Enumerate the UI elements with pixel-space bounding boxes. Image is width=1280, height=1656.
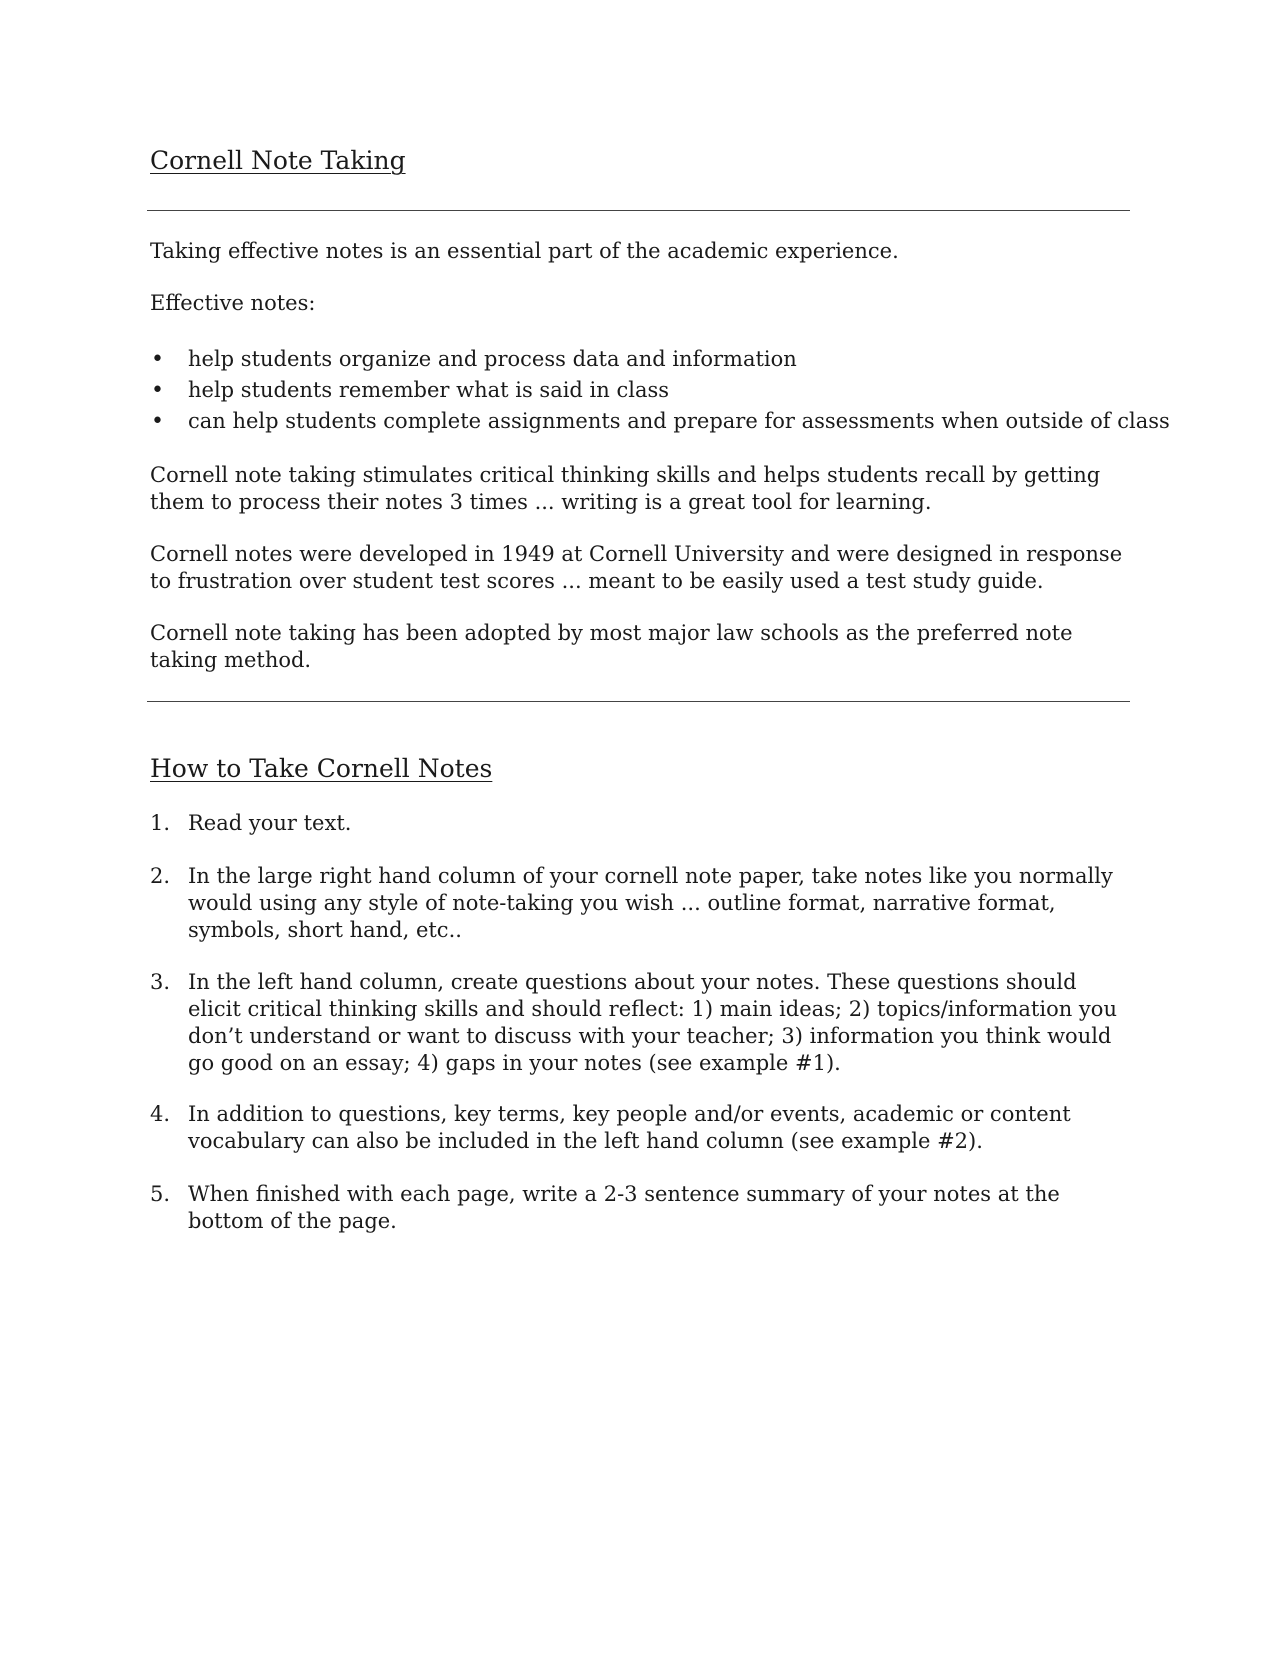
bullet-item: • help students organize and process data and information (150, 344, 1130, 375)
step-text: In the left hand column, create questions about your notes. These questions should elicit critical thinking skills and should reflect: 1) main ideas; 2) topics/information you don’t understand or want to discuss with your teacher; 3) information you think would go good on an essay; 4) gaps in your notes (see example #1). (188, 970, 1117, 1075)
history-paragraph: Cornell notes were developed in 1949 at Cornell University and were designed in response to frustration over student test scores ... meant to be easily used a test study guide. (150, 542, 1123, 593)
critical-thinking-paragraph: Cornell note taking stimulates critical thinking skills and helps students recall by getting them to process their notes 3 times ... writing is a great tool for learning. (150, 463, 1101, 514)
step-number: 3. (150, 970, 171, 994)
step-text: In the large right hand column of your cornell note paper, take notes like you normally would using any style of note-taking you wish ... outline format, narrative format, symbols, short hand, etc.. (188, 864, 1113, 942)
step-number: 4. (150, 1102, 171, 1126)
step-text: Read your text. (188, 811, 352, 835)
bullet-item: • can help students complete assignments and prepare for assessments when outside of class (150, 406, 1130, 437)
top-divider (147, 210, 1130, 211)
step-number: 2. (150, 864, 171, 888)
law-schools-paragraph: Cornell note taking has been adopted by most major law schools as the preferred note taking method. (150, 621, 1073, 672)
bullet-item: • help students remember what is said in class (150, 375, 1130, 406)
effective-notes-label: Effective notes: (150, 291, 316, 315)
bottom-divider (147, 701, 1130, 702)
effective-notes-list (150, 344, 1170, 437)
step-number: 5. (150, 1182, 171, 1206)
section-title-cornell-note-taking: Cornell Note Taking (150, 146, 406, 175)
step-text: In addition to questions, key terms, key people and/or events, academic or content vocabulary can also be included in the left hand column (see example #2). (188, 1102, 1071, 1153)
section-title-how-to-take-cornell-notes: How to Take Cornell Notes (150, 754, 493, 783)
step-text: When finished with each page, write a 2-3 sentence summary of your notes at the bottom of the page. (188, 1182, 1060, 1233)
intro-paragraph: Taking effective notes is an essential part of the academic experience. (150, 239, 899, 263)
step-number: 1. (150, 811, 171, 835)
